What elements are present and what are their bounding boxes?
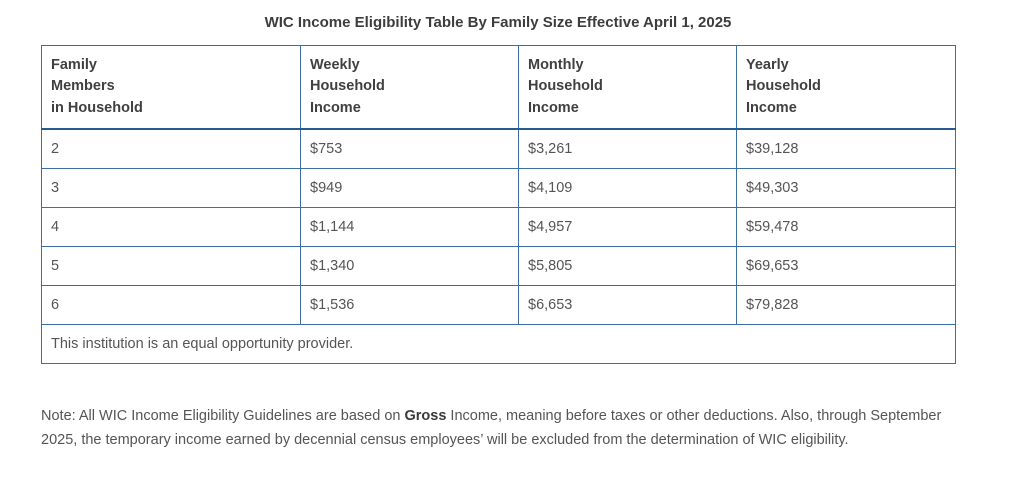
cell-monthly: $6,653 [519,286,737,325]
cell-yearly: $69,653 [737,247,956,286]
header-weekly-income [301,46,519,130]
header-yearly-income [737,46,956,130]
cell-monthly: $4,957 [519,208,737,247]
cell-family-size: 3 [42,169,301,208]
cell-yearly: $49,303 [737,169,956,208]
cell-monthly: $4,109 [519,169,737,208]
table-title: WIC Income Eligibility Table By Family Size Effective April 1, 2025 [264,14,732,31]
table-row [42,208,956,247]
cell-weekly: $753 [301,129,519,169]
header-family-members [42,46,301,130]
note-text-prefix: Note: All WIC Income Eligibility Guidelines are based on [41,407,405,424]
eligibility-note [41,404,961,452]
header-label: Family Members in Household [51,56,143,116]
cell-yearly: $79,828 [737,286,956,325]
cell-weekly: $1,536 [301,286,519,325]
equal-opportunity-statement: This institution is an equal opportunity provider. [42,325,956,364]
cell-family-size: 4 [42,208,301,247]
cell-family-size: 6 [42,286,301,325]
header-label: Weekly Household Income [310,56,385,116]
header-label: Yearly Household Income [746,56,821,116]
cell-weekly: $1,144 [301,208,519,247]
note-text-suffix: Income, meaning before taxes or other deductions. Also, through September 2025, the temporary income earned by decennial census employees’ will be excluded from the determination of WIC eligibility. [41,407,942,448]
cell-monthly: $5,805 [519,247,737,286]
table-row [42,286,956,325]
cell-family-size: 2 [42,129,301,169]
cell-weekly: $949 [301,169,519,208]
note-gross-emphasis: Gross [404,407,447,424]
table-row [42,169,956,208]
table-footer-row [42,325,956,364]
table-row [42,247,956,286]
cell-weekly: $1,340 [301,247,519,286]
income-eligibility-table [41,45,956,364]
cell-monthly: $3,261 [519,129,737,169]
cell-yearly: $59,478 [737,208,956,247]
cell-family-size: 5 [42,247,301,286]
table-header-row [42,46,956,130]
header-label: Monthly Household Income [528,56,603,116]
table-row [42,129,956,169]
cell-yearly: $39,128 [737,129,956,169]
header-monthly-income [519,46,737,130]
